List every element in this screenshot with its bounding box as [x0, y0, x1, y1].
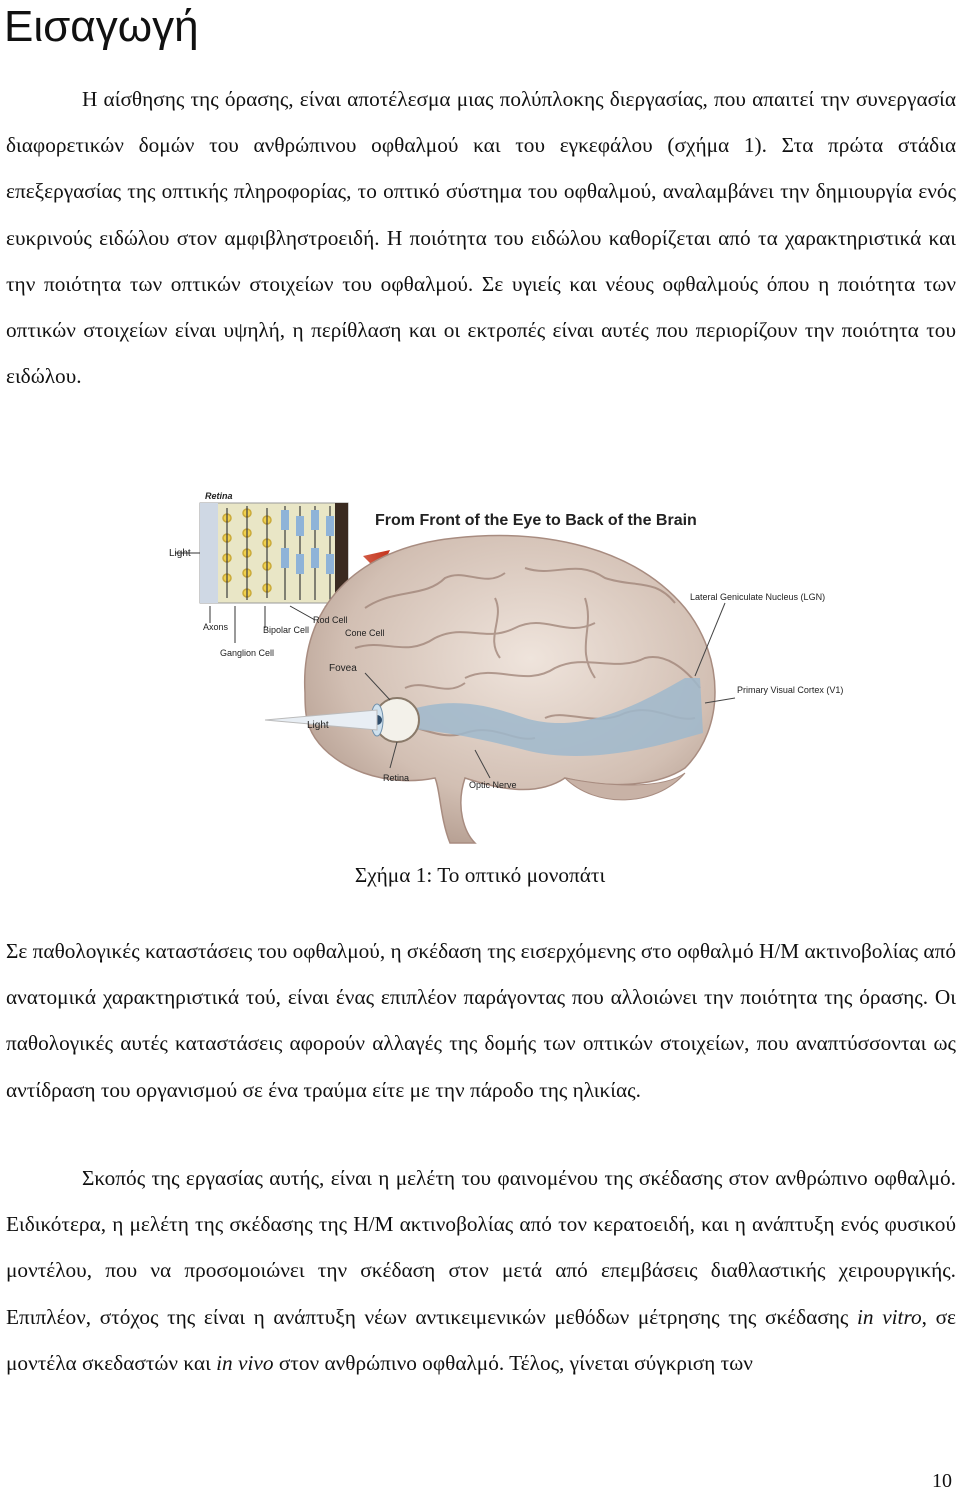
- v1-label: Primary Visual Cortex (V1): [737, 685, 844, 695]
- retina-bottom-label: Retina: [383, 773, 410, 783]
- figure-caption: Σχήμα 1: Το οπτικό μονοπάτι: [354, 863, 606, 887]
- light-bottom-label: Light: [307, 720, 329, 731]
- figure-title: From Front of the Eye to Back of the Brain: [375, 512, 697, 529]
- fovea-label: Fovea: [329, 663, 357, 674]
- in-vitro-term: in vitro: [857, 1304, 922, 1329]
- optic-nerve-label: Optic Nerve: [469, 780, 517, 790]
- aim-paragraph: [6, 1155, 956, 1386]
- eye-illustration: [371, 698, 419, 742]
- aim-text-2: , σε μοντέλα σκεδαστών και: [6, 1304, 956, 1375]
- axons-label: Axons: [203, 622, 229, 632]
- rod-cell-label: Rod Cell: [313, 615, 348, 625]
- visual-pathway-figure: [165, 488, 844, 843]
- light-top-label: Light: [169, 548, 191, 559]
- page-number: 10: [932, 1470, 952, 1492]
- brain-illustration: [305, 536, 715, 843]
- aim-text-3: στον ανθρώπινο οφθαλμό. Τέλος, γίνεται σύγκριση των: [273, 1350, 753, 1375]
- ganglion-cell-label: Ganglion Cell: [220, 648, 275, 658]
- page-heading: Εισαγωγή: [4, 2, 199, 51]
- in-vivo-term: in vivo: [216, 1350, 274, 1375]
- intro-paragraph: Η αίσθησης της όρασης, είναι αποτέλεσμα μιας πολύπλοκης διεργασίας, που απαιτεί την συνεργασία διαφορετικών δομών του ανθρώπινου οφθαλμού και του εγκεφάλου (σχήμα 1). Στα πρώτα στάδια επεξεργασίας της οπτικής πληροφορίας, το οπτικό σύστημα του οφθαλμού, αναλαμβάνει την δημιουργία ενός ευκρινούς ειδώλου στον αμφιβληστροειδή. Η ποιότητα του ειδώλου καθορίζεται από τα χαρακτηριστικά και την ποιότητα των οπτικών στοιχείων του οφθαλμού. Σε υγιείς και νέους οφθαλμούς όπου η ποιότητα των οπτικών στοιχείων είναι υψηλή, η περίθλαση και οι εκτροπές είναι αυτές που περιορίζουν την ποιότητα του ειδώλου.: [6, 87, 956, 389]
- lgn-label: Lateral Geniculate Nucleus (LGN): [690, 592, 826, 602]
- pathology-paragraph: Σε παθολογικές καταστάσεις του οφθαλμού, η σκέδαση της εισερχόμενης στο οφθαλμό Η/Μ ακτινοβολίας από ανατομικά χαρακτηριστικά τού, είναι ένας επιπλέον παράγοντας που αλλοιώνει την ποιότητα της όρασης. Οι παθολογικές αυτές καταστάσεις αφορούν αλλαγές της δομής των οπτικών στοιχείων, που αναπτύσσονται ως αντίδραση του οργανισμού σε ένα τραύμα είτε με την πάροδο της ηλικίας.: [6, 939, 956, 1102]
- aim-text-1: Σκοπός της εργασίας αυτής, είναι η μελέτη του φαινομένου της σκέδασης στον ανθρώπινο οφθαλμό. Ειδικότερα, η μελέτη της σκέδασης της Η/Μ ακτινοβολίας από τον κερατοειδή, και η ανάπτυξη ενός φυσικού μοντέλου, που να προσομοιώνει την σκέδαση στον μετά από επεμβάσεις διαθλαστικής χειρουργικής. Επιπλέον, στόχος της είναι η ανάπτυξη νέων αντικειμενικών μεθόδων μέτρησης της σκέδασης: [6, 1166, 956, 1329]
- bipolar-cell-label: Bipolar Cell: [263, 625, 310, 635]
- cone-cell-label: Cone Cell: [345, 628, 385, 638]
- retina-top-label: Retina: [205, 491, 233, 501]
